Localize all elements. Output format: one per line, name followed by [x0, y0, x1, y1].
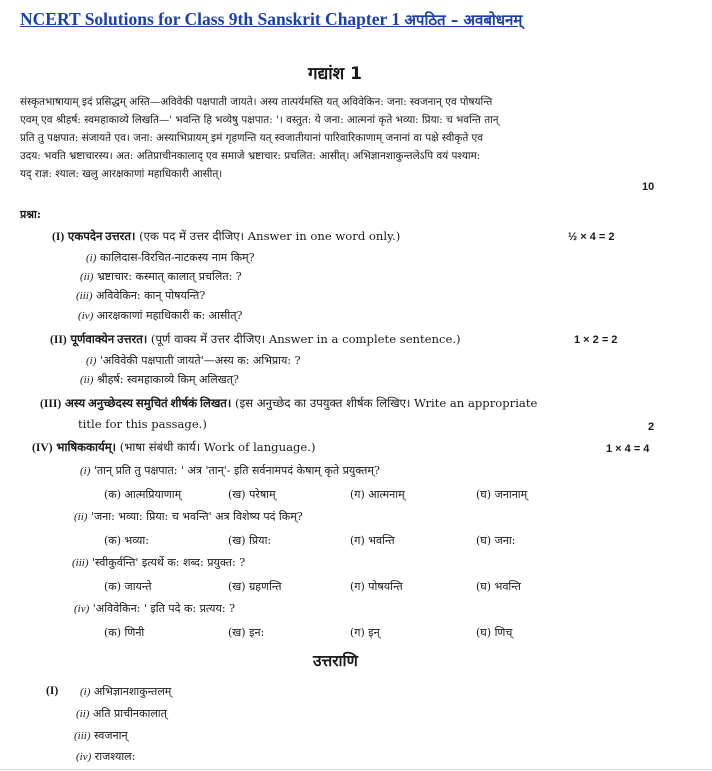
- option-a: (क) जायन्ते: [104, 580, 152, 593]
- item-number: (i): [86, 355, 97, 367]
- section-number: (II): [50, 333, 67, 346]
- answer-item: [80, 684, 171, 699]
- item-number: (iii): [74, 730, 91, 742]
- answer-item: [74, 728, 128, 743]
- item-number: (iv): [74, 603, 90, 615]
- section-title: अस्य अनुच्छेदस्य समुचितं शीर्षकं लिखत।: [64, 397, 232, 410]
- option-d: (घ) जना:: [476, 534, 516, 547]
- title-chapter: अपठित – अवबोधनम्: [404, 11, 523, 29]
- section-4-header: [32, 440, 315, 455]
- item-number: (ii): [80, 374, 94, 386]
- question-item: [74, 601, 235, 616]
- section-4-marks: 1 × 4 = 4: [606, 443, 650, 455]
- question-item: [80, 372, 239, 387]
- item-text: 'स्वीकुर्वन्ति' इत्यर्थे क: शब्द: प्रयुक्त: ?: [92, 556, 246, 569]
- option-d: (घ) णिच्: [476, 626, 513, 639]
- answer-item: [76, 706, 167, 721]
- section-number: (I): [52, 230, 65, 243]
- section-number: (IV): [32, 441, 53, 454]
- question-item: [80, 463, 380, 478]
- item-text: कालिदास-विरचित-नाटकस्य नाम किम्?: [99, 251, 255, 264]
- question-item: [76, 288, 205, 303]
- item-number: (ii): [80, 271, 94, 283]
- item-text: 'जना: भव्या: प्रिया: च भवन्ति' अत्र विशेष्य पदं किम्?: [90, 510, 303, 523]
- item-text: अभिज्ञानशाकुन्तलम्: [93, 685, 172, 698]
- item-text: अति प्राचीनकालात्: [92, 707, 167, 720]
- section-1-header: [52, 229, 400, 244]
- option-b: (ख) परेषाम्: [228, 488, 276, 501]
- section-title: भाषिककार्यम्।: [56, 441, 117, 454]
- item-text: श्रीहर्ष: स्वमहाकाव्ये किम् अलिखत्?: [96, 373, 239, 386]
- option-c: (ग) आत्मनाम्: [350, 488, 405, 501]
- answers-section-number: [46, 683, 58, 697]
- passage-marks: 10: [642, 181, 655, 193]
- item-number: (i): [80, 465, 91, 477]
- section-title: एकपदेन उत्तरत।: [67, 230, 136, 243]
- question-item: [86, 250, 255, 265]
- section-3-instruction-cont: title for this passage.): [78, 417, 207, 431]
- option-d: (घ) भवन्ति: [476, 580, 521, 593]
- item-text: भ्रष्टाचार: कस्मात् कालात् प्रचलित: ?: [96, 270, 242, 283]
- item-number: (i): [86, 252, 97, 264]
- option-b: (ख) प्रिया:: [228, 534, 272, 547]
- option-a: (क) भव्या:: [104, 534, 149, 547]
- section-title: पूर्णवाक्येन उत्तरत।: [70, 333, 148, 346]
- question-item: [86, 353, 301, 368]
- item-number: (iv): [76, 751, 92, 763]
- section-number: (III): [40, 397, 62, 410]
- option-d: (घ) जनानाम्: [476, 488, 528, 501]
- item-number: (iii): [72, 557, 89, 569]
- answer-item: [76, 749, 135, 764]
- option-b: (ख) ग्रहणन्ति: [228, 580, 282, 593]
- title-prefix: NCERT Solutions for Class 9th Sanskrit Chapter 1: [20, 9, 401, 29]
- questions-label: प्रश्ना:: [20, 208, 41, 221]
- question-item: [78, 308, 242, 323]
- item-text: 'अविवेकी पक्षपाती जायते'—अस्य क: अभिप्राय: ?: [99, 354, 301, 367]
- option-c: (ग) भवन्ति: [350, 534, 395, 547]
- section-1-marks: ½ × 4 = 2: [568, 231, 615, 243]
- passage-line: उदय: भवति भ्रष्टाचारस्य। अत: अतिप्राचीनकालाद् एव समाजे भ्रष्टाचार: प्रचलित: आसीत्। अभिज्ञानशाकुन्तलेऽपि वयं पश्याम:: [20, 150, 481, 162]
- item-text: आरक्षकाणां महाधिकारी क: आसीत्?: [96, 309, 243, 322]
- item-number: (iv): [78, 310, 94, 322]
- item-text: 'अविवेकिन: ' इति पदे क: प्रत्यय: ?: [92, 602, 235, 615]
- answers-heading: उत्तराणि: [313, 652, 358, 670]
- section-instruction: (एक पद में उत्तर दीजिए। Answer in one word only.): [139, 229, 401, 243]
- item-number: (ii): [74, 511, 88, 523]
- passage-line: एवम् एव श्रीहर्ष: स्वमहाकाव्ये लिखति—' भवन्ति हि भव्येषु पक्षपात: '। वस्तुत: ये जना: आत्मनां कृते भव्या: प्रिया: च भवन्ति तान्: [20, 114, 499, 126]
- option-a: (क) णिनी: [104, 626, 145, 639]
- section-2-header: [50, 332, 461, 347]
- question-item: [74, 509, 303, 524]
- passage-line: संस्कृतभाषायाम् इदं प्रसिद्धम् अस्ति—अविवेकी पक्षपाती जायते। अस्य तात्पर्यमस्ति यत् अविवेकिन: जना: स्वजनान् एव पोषयन्ति: [20, 96, 493, 108]
- section-3-header: [40, 396, 537, 411]
- page-title-link[interactable]: [20, 9, 522, 30]
- section-instruction: (भाषा संबंधी कार्य। Work of language.): [119, 440, 316, 454]
- passage-line: प्रति तु पक्षपात: संजायते एव। जना: अस्याभिप्रायम् इमं गृहणन्ति यत् स्वजातीयानां पारिवारिकाणाम् जनानां वा पक्षे स्वीकृते एव: [20, 132, 484, 144]
- item-text: 'तान् प्रति तु पक्षपात: ' अत्र 'तान्'- इति सर्वनामपदं केषाम् कृते प्रयुक्तम्?: [93, 464, 380, 477]
- item-text: अविवेकिन: कान् पोषयन्ति?: [96, 289, 206, 302]
- section-instruction: (इस अनुच्छेद का उपयुक्त शीर्षक लिखिए। Write an appropriate: [235, 396, 538, 410]
- section-2-marks: 1 × 2 = 2: [574, 334, 618, 346]
- passage-line: यद् राज्ञ: श्याल: खलु आरक्षकाणां महाधिकारी आसीत्।: [20, 168, 223, 180]
- option-a: (क) आत्मप्रियाणाम्: [104, 488, 182, 501]
- section-number: (I): [46, 684, 59, 697]
- option-c: (ग) पोषयन्ति: [350, 580, 403, 593]
- item-text: राजश्याल:: [94, 750, 136, 763]
- item-number: (ii): [76, 708, 90, 720]
- passage-heading: गद्यांश 1: [308, 64, 362, 84]
- section-3-marks: 2: [648, 421, 655, 433]
- section-instruction: (पूर्ण वाक्य में उत्तर दीजिए। Answer in a complete sentence.): [150, 332, 461, 346]
- question-item: [72, 555, 245, 570]
- page-cut-divider: [0, 769, 712, 770]
- item-number: (i): [80, 686, 91, 698]
- option-c: (ग) इन्: [350, 626, 380, 639]
- item-text: स्वजनान्: [94, 729, 128, 742]
- item-number: (iii): [76, 290, 93, 302]
- option-b: (ख) इन:: [228, 626, 265, 639]
- passage-text: [20, 93, 660, 183]
- question-item: [80, 269, 242, 284]
